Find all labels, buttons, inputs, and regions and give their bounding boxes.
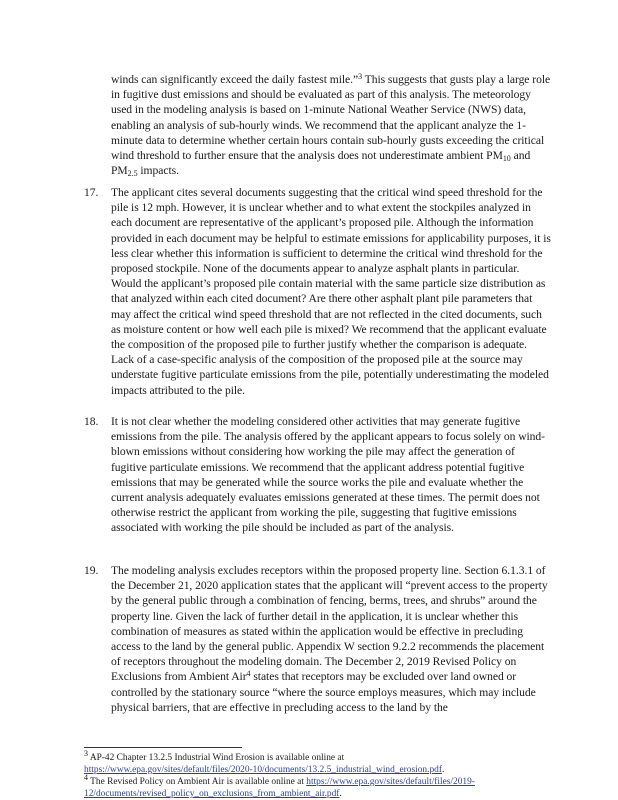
- footnote-link[interactable]: https://www.epa.gov/sites/default/files/2020-10/documents/13.2.5_industrial_wind_erosion.pdf: [84, 765, 442, 775]
- footnote-text: The Revised Policy on Ambient Air is available online at: [88, 777, 307, 787]
- paragraph-19: [84, 563, 551, 715]
- footnote-tail: .: [339, 789, 342, 799]
- paragraph-17: [84, 185, 551, 398]
- footnote-4: [84, 773, 554, 800]
- pm10-subscript: 10: [502, 154, 511, 164]
- paragraph-text: The applicant cites several documents suggesting that the critical wind speed threshold for the pile is 12 mph. However, it is unclear whether and to what extent the stockpiles analyzed in each document are representative of the applicant’s proposed pile. Although the information provided in each document may be helpful to estimate emissions for applicability purposes, it is less clear whether this information is sufficient to determine the critical wind threshold for the proposed stockpile. None of the documents appear to analyze asphalt plants in particular. Would the applicant’s proposed pile contain material with the same particle size distribution as that analyzed within each cited document? Are there other asphalt plant pile parameters that may affect the critical wind speed threshold that are not reflected in the cited documents, such as moisture content or how well each pile is mixed? We recommend that the applicant evaluate the composition of the proposed pile to further justify whether the comparison is adequate. Lack of a case-specific analysis of the composition of the proposed pile at the source may understate fugitive particulate emissions from the pile, potentially underestimating the modeled impacts attributed to the pile.: [111, 186, 551, 397]
- footnote-text: AP-42 Chapter 13.2.5 Industrial Wind Erosion is available online at: [88, 753, 345, 763]
- paragraph-19-text-b: states that receptors may be excluded over land owned or controlled by the stationary source “where the source employs measures, which may include physical barriers, that are effective in precluding access to the land by the: [111, 670, 536, 714]
- paragraph-number: 18.: [84, 415, 99, 428]
- continuation-text-b: This suggests that gusts play a large role in fugitive dust emissions and should be evaluated as part of this analysis. The meteorology used in the modeling analysis is based on 1-minute National Weather Service (NWS) data, enabling an analysis of sub-hourly winds. We recommend that the applicant analyze the 1-minute data to determine whether certain hours contain sub-hourly gusts exceeding the critical wind threshold to further ensure that the analysis does not underestimate ambient PM: [111, 73, 551, 163]
- continuation-and: and PM: [111, 149, 531, 178]
- footnotes: [84, 749, 554, 800]
- footnote-ref-4[interactable]: 4: [246, 669, 251, 679]
- paragraph-text: [111, 563, 551, 715]
- footnote-marker: 4: [84, 773, 88, 782]
- pm25-subscript: 2.5: [127, 169, 138, 179]
- paragraph-text: It is not clear whether the modeling considered other activities that may generate fugitive emissions from the pile. The analysis offered by the applicant appears to focus solely on wind-blown emissions without considering how working the pile may affect the generation of fugitive particulate emissions. We recommend that the applicant address potential fugitive emissions that may be generated while the source works the pile and evaluate whether the current analysis adequately evaluates emissions generated at these times. The permit does not otherwise restrict the applicant from working the pile, suggesting that fugitive emissions associated with working the pile should be included as part of the analysis.: [111, 415, 545, 535]
- footnote-link[interactable]: https://www.epa.gov/sites/default/files/2019-12/documents/revised_policy_on_exclusions_from_ambient_air.pdf: [84, 777, 475, 799]
- paragraph-18: [84, 414, 551, 536]
- continuation-paragraph: [111, 72, 551, 178]
- footnote-marker: 3: [84, 749, 88, 758]
- footnote-tail: .: [441, 765, 445, 775]
- continuation-text-a: winds can significantly exceed the daily fastest mile.”: [111, 73, 359, 86]
- footnote-divider: [84, 747, 242, 748]
- continuation-text-c: impacts.: [137, 164, 179, 178]
- paragraph-number: 19.: [84, 564, 99, 577]
- footnote-3: [84, 749, 554, 776]
- paragraph-19-text-a: The modeling analysis excludes receptors within the proposed property line. Section 6.1.3.1 of the December 21, 2020 application states that the applicant will “prevent access to the property by the general public through a combination of fencing, berms, trees, and shrubs” around the property line. Given the lack of further detail in the application, it is unclear whether this combination of measures as stated within the application would be effective in precluding access to the land by the general public. Appendix W section 9.2.2 recommends the placement of receptors throughout the modeling domain. The December 2, 2019 Revised Policy on Exclusions from Ambient Air: [111, 564, 548, 684]
- paragraph-number: 17.: [84, 186, 99, 199]
- footnote-ref-3[interactable]: 3: [358, 72, 363, 81]
